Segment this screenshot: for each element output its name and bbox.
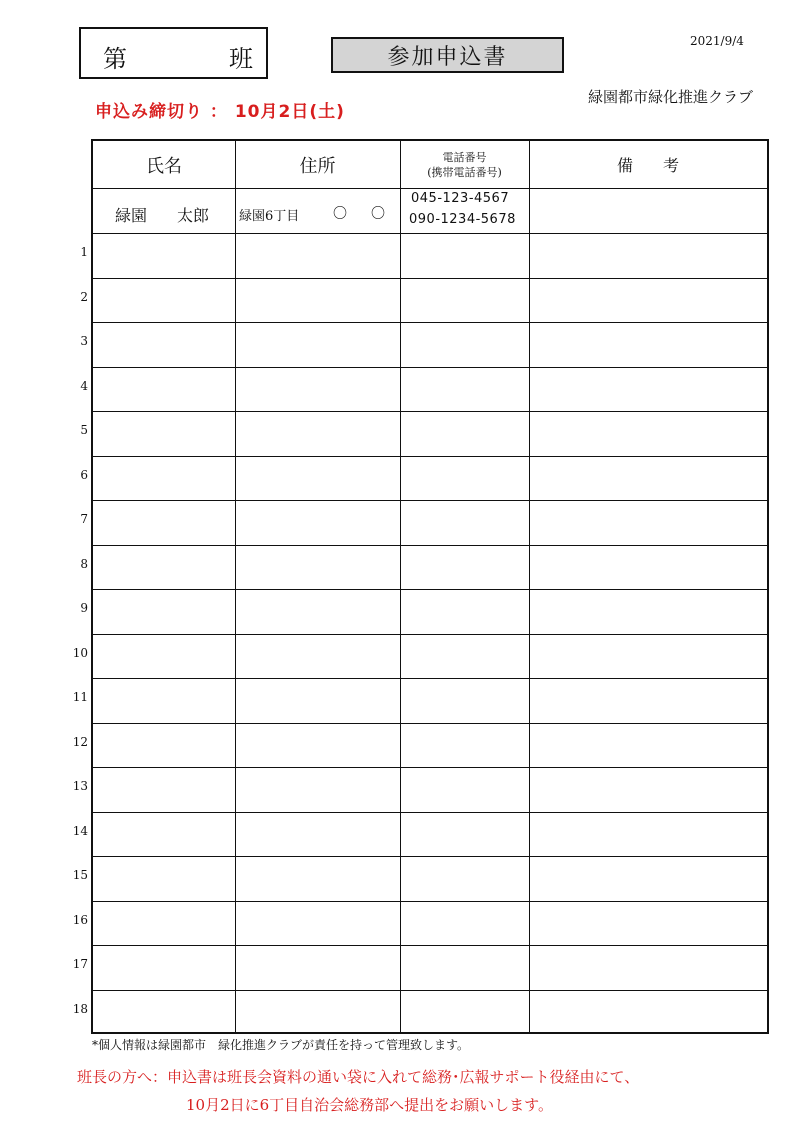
row-number: 6 [80, 467, 88, 482]
row-number: 3 [80, 334, 88, 349]
header-phone-line1: 電話番号 [442, 150, 487, 164]
row-number: 7 [80, 512, 88, 527]
row-number: 14 [72, 823, 88, 838]
row-divider [93, 901, 767, 902]
row-number: 9 [80, 601, 88, 616]
deadline-notice: 申込み締切り ： 10月2日(土) [95, 102, 345, 122]
row-number: 10 [72, 645, 88, 660]
header-notes-char1: 備 [616, 156, 635, 175]
row-number: 11 [72, 690, 88, 705]
row-divider [93, 367, 767, 368]
group-prefix-label: 第 [103, 45, 127, 73]
instruction-line-2: 10月2日に6丁目自治会総務部へ提出をお願いします。 [186, 1096, 553, 1114]
document-date: 2021/9/4 [690, 34, 744, 48]
row-divider [93, 545, 767, 546]
example-phone: 045-123-4567 [411, 191, 510, 206]
header-phone-line2: (携帯電話番号) [427, 165, 502, 179]
instruction-line-1: 班長の方へ：申込書は班長会資料の通い袋に入れて総務･広報サポート役経由にて、 [77, 1068, 640, 1086]
row-number: 2 [80, 289, 88, 304]
row-number: 13 [72, 779, 88, 794]
row-divider [93, 500, 767, 501]
row-number: 15 [72, 868, 88, 883]
row-divider [93, 767, 767, 768]
example-address-mark: 〇 [371, 206, 385, 222]
row-divider [93, 278, 767, 279]
row-number: 12 [72, 734, 88, 749]
group-number-box [79, 27, 268, 79]
row-number: 18 [72, 1001, 88, 1016]
row-divider [93, 812, 767, 813]
column-divider [235, 141, 236, 1032]
column-divider [400, 141, 401, 1032]
header-address: 住所 [299, 155, 336, 177]
row-divider [93, 678, 767, 679]
row-divider [93, 411, 767, 412]
row-divider [93, 589, 767, 590]
row-number: 4 [80, 378, 88, 393]
row-divider [93, 723, 767, 724]
row-divider [93, 634, 767, 635]
example-mobile: 090-1234-5678 [409, 212, 516, 227]
row-divider [93, 990, 767, 991]
row-divider [93, 322, 767, 323]
application-table [91, 139, 769, 1034]
header-notes-char2: 考 [663, 156, 682, 175]
privacy-notice: *個人情報は緑園都市 緑化推進クラブが責任を持って管理致します。 [92, 1038, 470, 1052]
example-given-name: 太郎 [177, 206, 210, 225]
organization-name: 緑園都市緑化推進クラブ [588, 88, 754, 106]
row-number: 16 [72, 912, 88, 927]
row-divider [93, 456, 767, 457]
row-number: 5 [80, 423, 88, 438]
header-notes [529, 141, 769, 188]
example-surname: 緑園 [115, 206, 148, 225]
header-phone [400, 141, 529, 188]
column-divider [529, 141, 530, 1032]
example-address-mark: 〇 [333, 206, 347, 222]
row-divider [93, 945, 767, 946]
example-address: 緑園6丁目 [239, 209, 300, 224]
row-divider [93, 188, 767, 189]
row-number: 8 [80, 556, 88, 571]
row-number: 17 [72, 957, 88, 972]
form-title: 参加申込書 [331, 37, 564, 73]
row-divider [93, 856, 767, 857]
row-number: 1 [80, 245, 88, 260]
header-name: 氏名 [146, 155, 182, 177]
group-suffix-label: 班 [229, 45, 253, 73]
row-divider [93, 233, 767, 234]
